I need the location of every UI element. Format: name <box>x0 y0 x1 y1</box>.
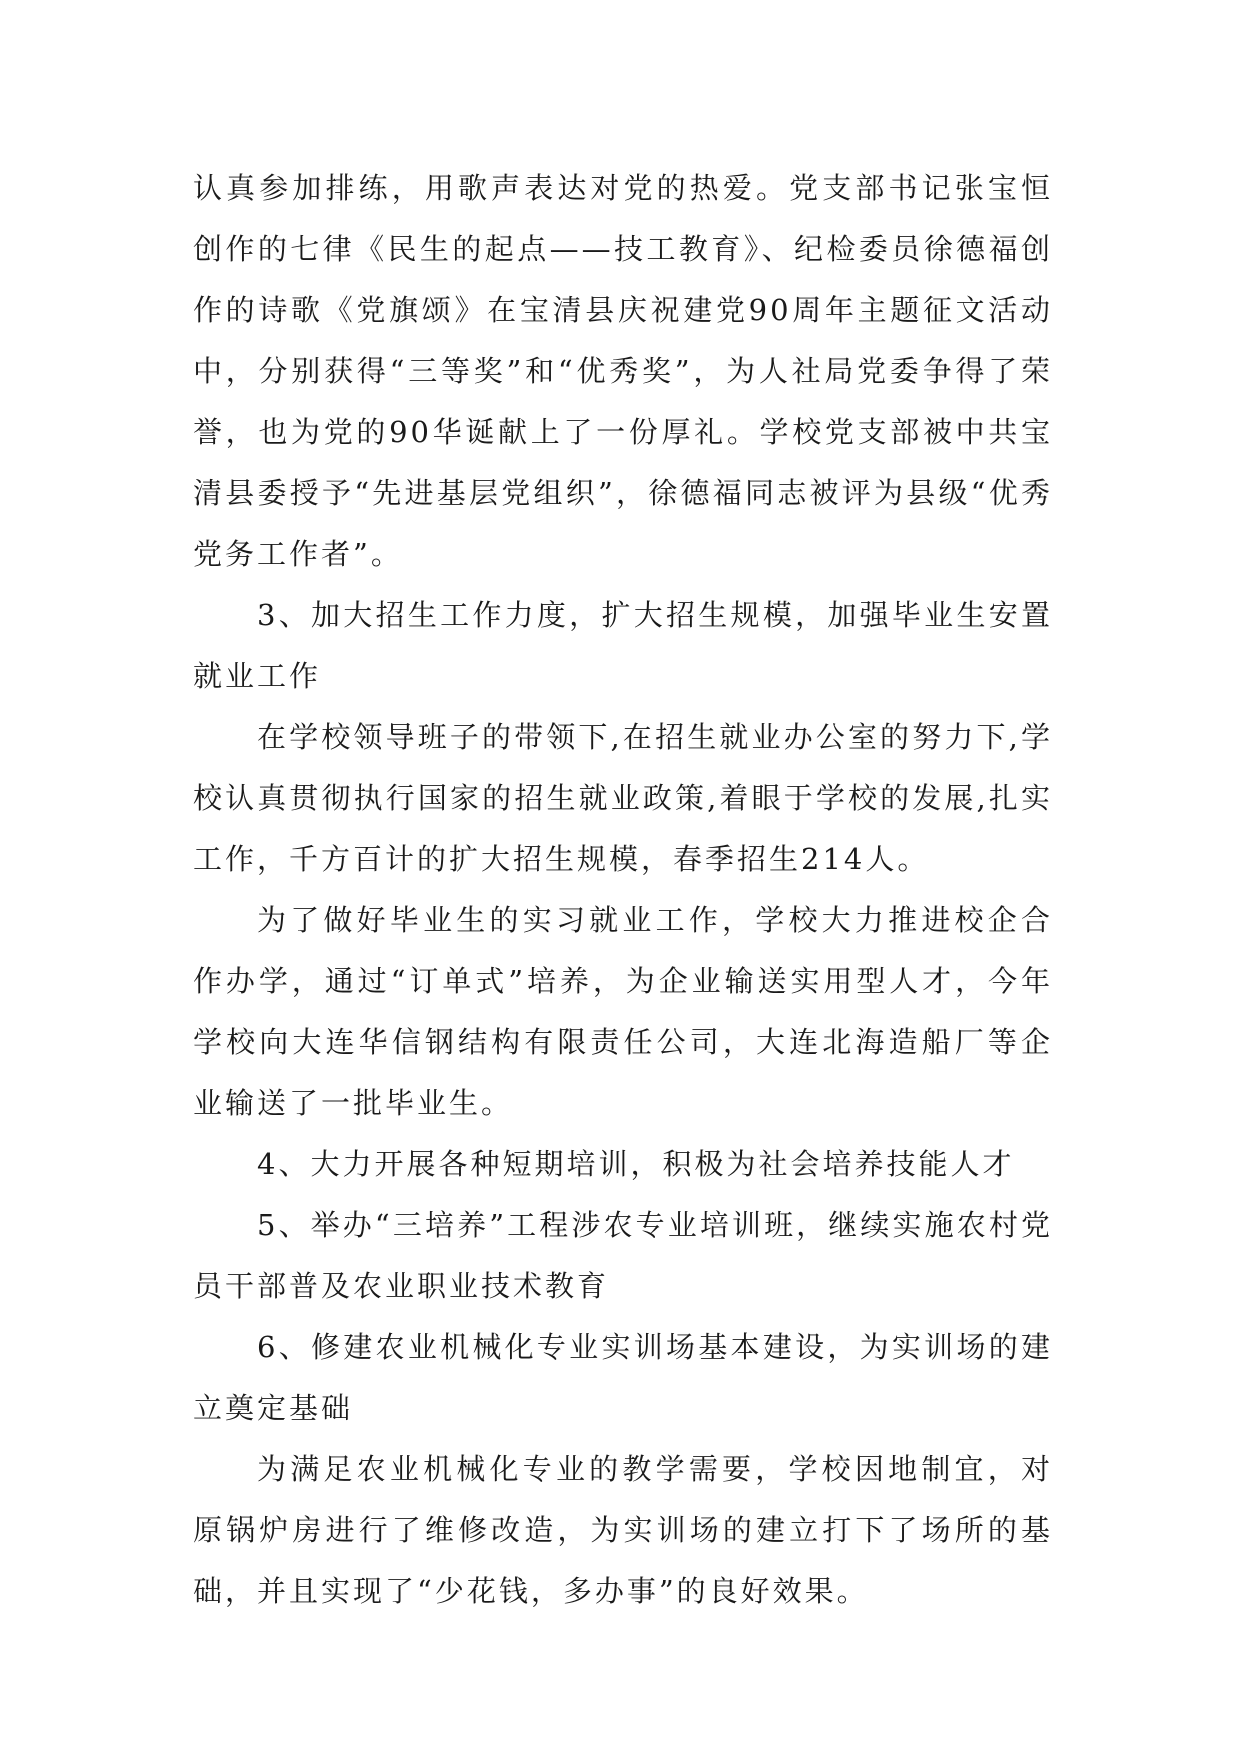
heading-agricultural-training: 5、举办“三培养”工程涉农专业培训班，继续实施农村党员干部普及农业职业技术教育 <box>193 1208 1053 1303</box>
heading-enrollment: 3、加大招生工作力度，扩大招生规模，加强毕业生安置就业工作 <box>193 598 1053 693</box>
heading-training-ground: 6、修建农业机械化专业实训场基本建设，为实训场的建立奠定基础 <box>193 1330 1053 1425</box>
heading-short-term-training: 4、大力开展各种短期培训，积极为社会培养技能人才 <box>257 1147 1015 1181</box>
paragraph-graduate-employment: 为了做好毕业生的实习就业工作，学校大力推进校企合作办学，通过“订单式”培养，为企业输送实用型人才，今年学校向大连华信钢结构有限责任公司，大连北海造船厂等企业输送了一批毕业生。 <box>193 903 1053 1120</box>
document-body <box>193 158 1053 1622</box>
paragraph-training-ground: 为满足农业机械化专业的教学需要，学校因地制宜，对原锅炉房进行了维修改造，为实训场的建立打下了场所的基础，并且实现了“少花钱，多办事”的良好效果。 <box>193 1452 1053 1608</box>
paragraph-party-activities: 认真参加排练，用歌声表达对党的热爱。党支部书记张宝恒创作的七律《民生的起点——技工教育》、纪检委员徐德福创作的诗歌《党旗颂》在宝清县庆祝建党90周年主题征文活动中，分别获得“三等奖”和“优秀奖”，为人社局党委争得了荣誉，也为党的90华诞献上了一份厚礼。学校党支部被中共宝清县委授予“先进基层党组织”，徐德福同志被评为县级“优秀党务工作者”。 <box>193 171 1053 571</box>
paragraph-enrollment: 在学校领导班子的带领下,在招生就业办公室的努力下,学校认真贯彻执行国家的招生就业政策,着眼于学校的发展,扎实工作，千方百计的扩大招生规模，春季招生214人。 <box>193 720 1053 876</box>
